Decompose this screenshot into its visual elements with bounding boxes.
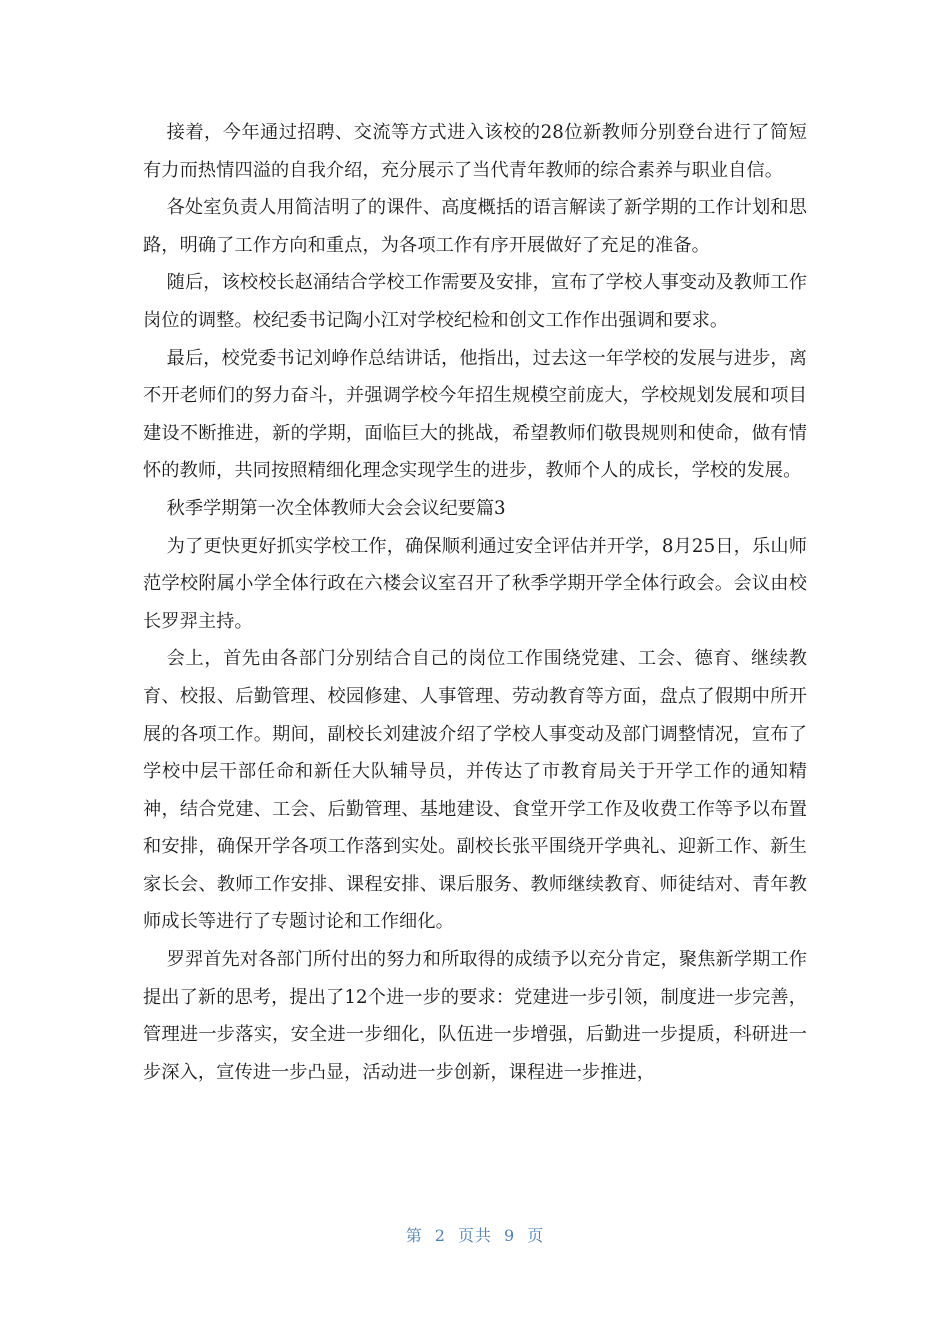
document-body xyxy=(143,114,807,1091)
paragraph-meeting-intro: 为了更快更好抓实学校工作，确保顺利通过安全评估并开学，8月25日，乐山师范学校附属小学全体行政在六楼会议室召开了秋季学期开学全体行政会。会议由校长罗羿主持。 xyxy=(143,535,807,632)
page-footer xyxy=(0,1224,950,1248)
footer-label-page: 第 xyxy=(405,1226,423,1245)
footer-current-page: 2 xyxy=(434,1226,446,1245)
paragraph-principal-announcement: 随后，该校校长赵涌结合学校工作需要及安排，宣布了学校人事变动及教师工作岗位的调整。校纪委书记陶小江对学校纪检和创文工作作出强调和要求。 xyxy=(143,272,807,331)
paragraph-department-reports: 会上，首先由各部门分别结合自己的岗位工作围绕党建、工会、德育、继续教育、校报、后勤管理、校园修建、人事管理、劳动教育等方面，盘点了假期中所开展的各项工作。期间，副校长刘建波介绍了学校人事变动及部门调整情况，宣布了学校中层干部任命和新任大队辅导员，并传达了市教育局关于开学工作的通知精神，结合党建、工会、后勤管理、基地建设、食堂开学工作及收费工作等予以布置和安排，确保开学各项工作落到实处。副校长张平围绕开学典礼、迎新工作、新生家长会、教师工作安排、课程安排、课后服务、教师继续教育、师徒结对、青年教师成长等进行了专题讨论和工作细化。 xyxy=(143,648,807,933)
paragraph-principal-requirements: 罗羿首先对各部门所付出的努力和所取得的成绩予以充分肯定，聚焦新学期工作提出了新的思考，提出了12个进一步的要求：党建进一步引领，制度进一步完善，管理进一步落实，安全进一步细化，队伍进一步增强，后勤进一步提质，科研进一步深入，宣传进一步凸显，活动进一步创新，课程进一步推进， xyxy=(143,949,807,1083)
paragraph-party-secretary-summary: 最后，校党委书记刘峥作总结讲话，他指出，过去这一年学校的发展与进步，离不开老师们的努力奋斗，并强调学校今年招生规模空前庞大，学校规划发展和项目建设不断推进，新的学期，面临巨大的挑战，希望教师们敬畏规则和使命，做有情怀的教师，共同按照精细化理念实现学生的进步，教师个人的成长，学校的发展。 xyxy=(143,347,807,482)
paragraph-department-heads: 各处室负责人用简洁明了的课件、高度概括的语言解读了新学期的工作计划和思路，明确了工作方向和重点，为各项工作有序开展做好了充足的准备。 xyxy=(143,197,807,256)
section-heading: 秋季学期第一次全体教师大会会议纪要篇3 xyxy=(166,497,506,519)
footer-total-pages: 9 xyxy=(504,1226,516,1245)
footer-label-pages: 页 xyxy=(527,1226,545,1245)
footer-label-of: 页共 xyxy=(457,1226,492,1245)
paragraph-new-teachers: 接着，今年通过招聘、交流等方式进入该校的28位新教师分别登台进行了简短有力而热情四溢的自我介绍，充分展示了当代青年教师的综合素养与职业自信。 xyxy=(143,122,807,181)
